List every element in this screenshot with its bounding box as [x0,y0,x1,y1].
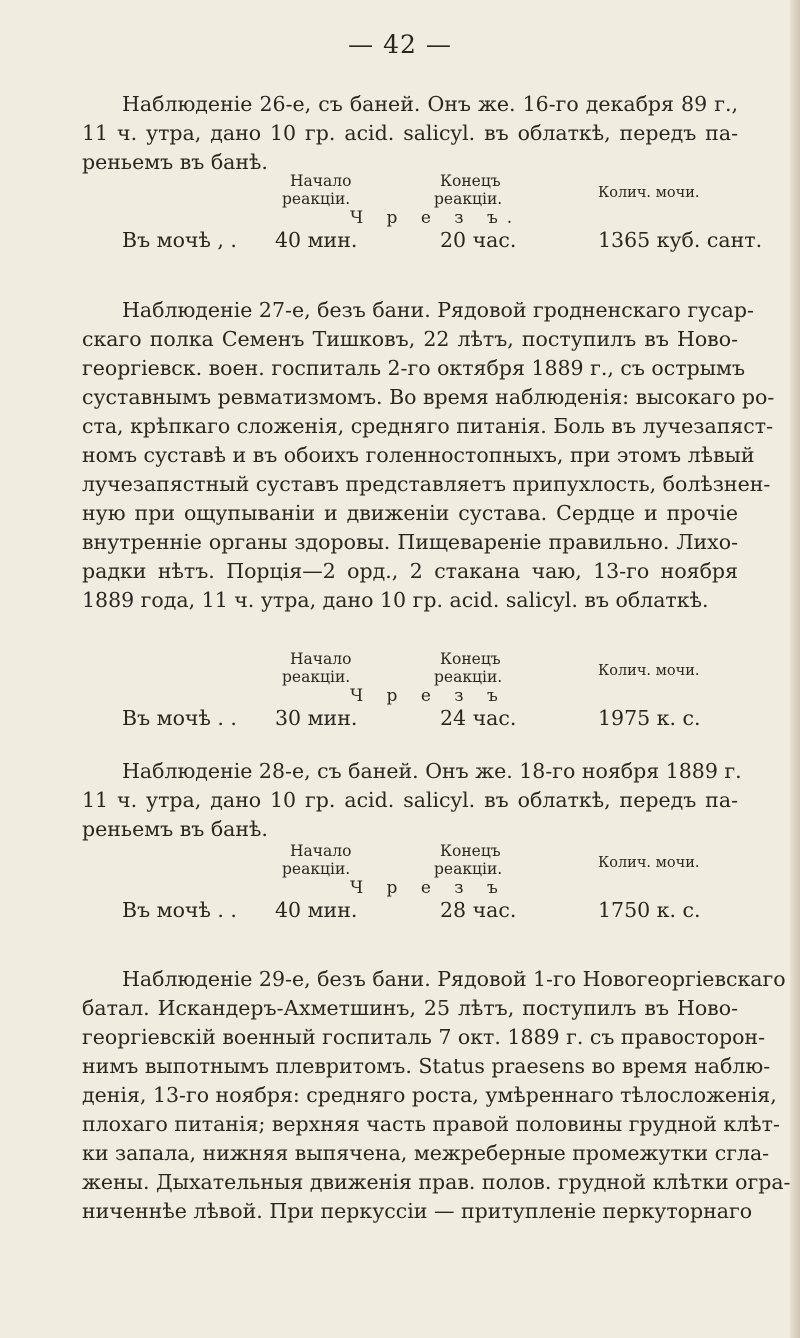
text-line: ниченнѣе лѣвой. При перкуссіи — притупленіе перкуторнаго [82,1199,753,1223]
end-value: 28 час. [440,898,517,922]
text-line: денія, 13-го ноября: средняго роста, умѣреннаго тѣлосложенія, [82,1083,777,1107]
observation-26-paragraph [82,90,738,177]
end-reaction-header-2: реакціи. [434,668,503,686]
quantity-value: 1365 куб. сант. [598,228,763,252]
text-line: Наблюденіе 27-е, безъ бани. Рядовой гродненскаго гусар- [122,298,754,322]
end-reaction-header-2: реакціи. [434,860,503,878]
text-line: жены. Дыхательныя движенія прав. полов. грудной клѣтки огра- [82,1170,791,1194]
text-line: номъ суставѣ и въ обоихъ голенностопныхъ, при этомъ лѣвый [82,443,755,467]
text-line: ную при ощупываніи и движеніи сустава. Сердце и прочіе [82,501,738,525]
page-edge-shadow [790,0,800,1338]
start-value: 40 мин. [275,898,358,922]
start-reaction-header: Начало [290,650,352,668]
end-reaction-header: Конецъ [440,172,501,190]
start-reaction-header: Начало [290,842,352,860]
observation-27-paragraph [82,296,775,615]
text-line: батал. Искандеръ-Ахметшинъ, 25 лѣтъ, поступилъ въ Ново- [82,996,738,1020]
row-label-urine: Въ мочѣ , . [122,228,237,252]
text-line: радки нѣтъ. Порція—2 орд., 2 стакана чаю, 13-го ноября [82,559,738,583]
start-value: 30 мин. [275,706,358,730]
end-value: 24 час. [440,706,517,730]
text-line: реньемъ въ банѣ. [82,817,268,841]
text-line: 11 ч. утра, дано 10 гр. acid. salicyl. въ облаткѣ, передъ па- [82,121,738,145]
urine-quantity-header: Колич. мочи. [598,185,700,201]
text-line: георгіевскій военный госпиталь 7 окт. 1889 г. съ правосторон- [82,1025,766,1049]
text-line: Наблюденіе 29-е, безъ бани. Рядовой 1-го Новогеоргіевскаго [122,967,786,991]
through-label: Ч р е з ъ. [350,208,522,228]
urine-quantity-header: Колич. мочи. [598,855,700,871]
text-line: Наблюденіе 26-е, съ баней. Онъ же. 16-го декабря 89 г., [122,92,738,116]
text-line: лучезапястный суставъ представляетъ припухлость, болѣзнен- [82,472,771,496]
end-reaction-header: Конецъ [440,842,501,860]
row-label-urine: Въ мочѣ . . [122,898,237,922]
text-line: 1889 года, 11 ч. утра, дано 10 гр. acid. salicyl. въ облаткѣ. [82,588,709,612]
quantity-value: 1975 к. с. [598,706,701,730]
start-reaction-header: Начало [290,172,352,190]
text-line: внутренніе органы здоровы. Пищевареніе правильно. Лихо- [82,530,738,554]
start-reaction-header-2: реакціи. [282,860,351,878]
observation-29-paragraph [82,965,791,1226]
start-reaction-header-2: реакціи. [282,668,351,686]
row-label-urine: Въ мочѣ . . [122,706,237,730]
text-line: реньемъ въ банѣ. [82,150,268,174]
text-line: плохаго питанія; верхняя часть правой половины грудной клѣт- [82,1112,780,1136]
end-reaction-header-2: реакціи. [434,190,503,208]
quantity-value: 1750 к. с. [598,898,701,922]
urine-quantity-header: Колич. мочи. [598,663,700,679]
text-line: ки запала, нижняя выпячена, межреберные промежутки сгла- [82,1141,770,1165]
text-line: георгіевск. воен. госпиталь 2-го октября 1889 г., съ острымъ [82,356,746,380]
text-line: нимъ выпотнымъ плевритомъ. Status praesens во время наблю- [82,1054,771,1078]
start-value: 40 мин. [275,228,358,252]
text-line: ста, крѣпкаго сложенія, средняго питанія. Боль въ лучезапяст- [82,414,774,438]
end-value: 20 час. [440,228,517,252]
text-line: скаго полка Семенъ Тишковъ, 22 лѣтъ, поступилъ въ Ново- [82,327,738,351]
text-line: суставнымъ ревматизмомъ. Во время наблюденія: высокаго ро- [82,385,775,409]
observation-28-paragraph [82,757,742,844]
start-reaction-header-2: реакціи. [282,190,351,208]
end-reaction-header: Конецъ [440,650,501,668]
text-line: 11 ч. утра, дано 10 гр. acid. salicyl. въ облаткѣ, передъ па- [82,788,738,812]
page-number: — 42 — [348,30,452,59]
through-label: Ч р е з ъ [350,878,507,898]
text-line: Наблюденіе 28-е, съ баней. Онъ же. 18-го ноября 1889 г. [122,759,742,783]
through-label: Ч р е з ъ [350,686,507,706]
